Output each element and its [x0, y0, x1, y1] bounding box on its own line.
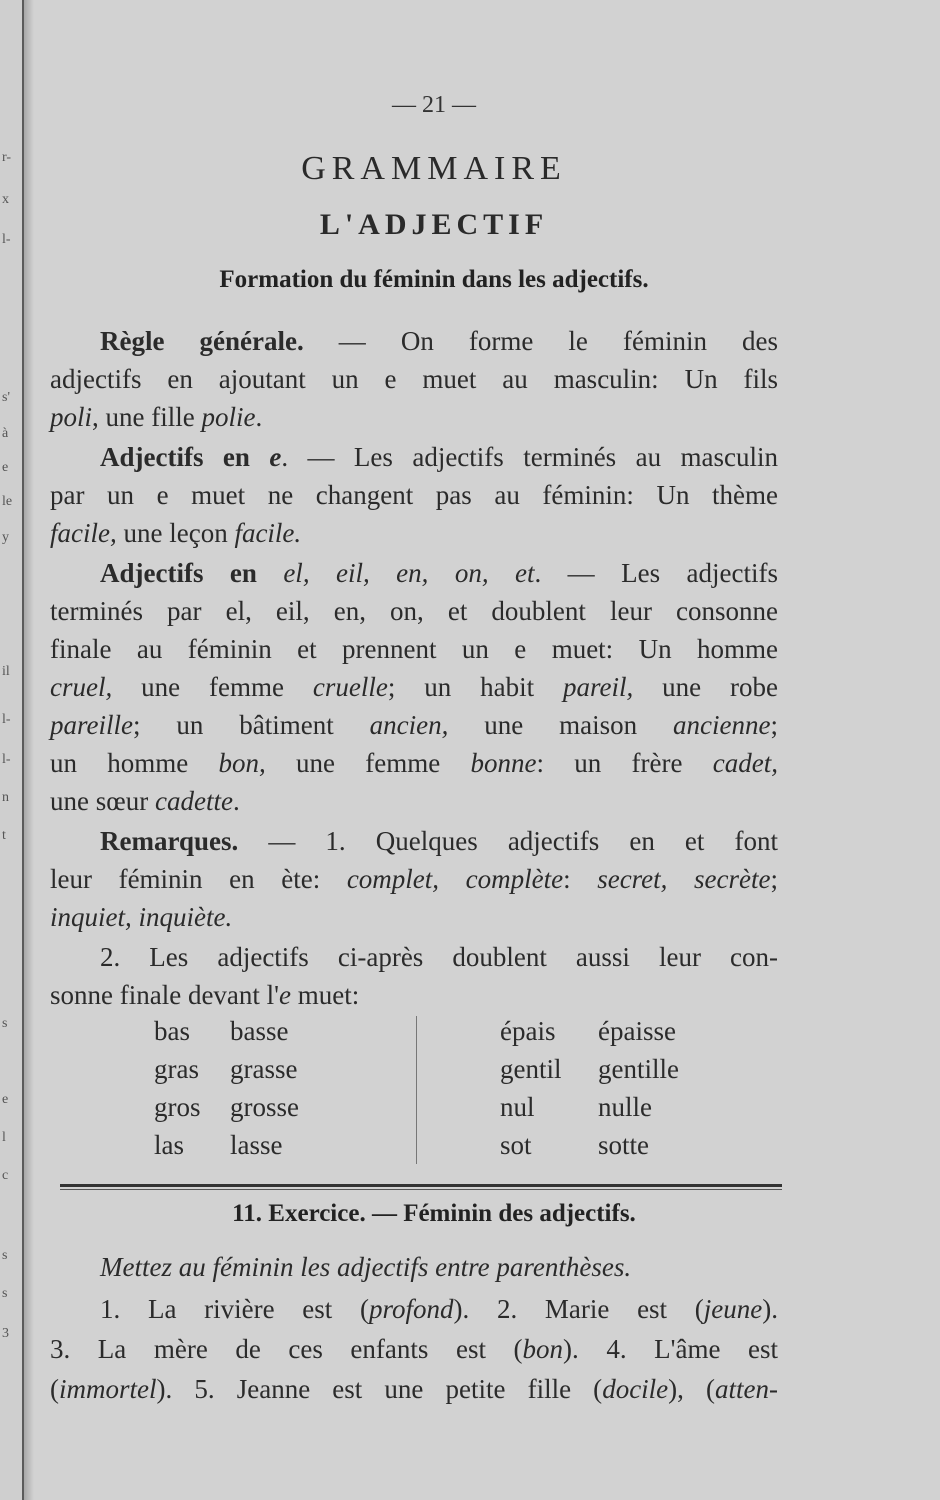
paragraph-line: Adjectifs en el, eil, en, on, et. — Les adjectifs — [100, 558, 778, 588]
margin-mark: à — [2, 426, 9, 441]
section-divider-thin — [60, 1189, 782, 1190]
paragraph-line: finale au féminin et prennent un e muet: Un homme — [50, 634, 778, 664]
rule-title: Remarques. — [100, 826, 239, 856]
rule-title: Adjectifs en — [100, 442, 270, 472]
table-row: bas basse épais épaisse — [154, 1016, 676, 1046]
margin-mark: s — [2, 1016, 8, 1031]
paragraph-line: une sœur cadette. — [50, 786, 240, 816]
column-divider — [416, 1016, 417, 1164]
paragraph-line: pareille; un bâtiment ancien, une maison ancienne; — [50, 710, 778, 740]
section-heading: L'ADJECTIF — [319, 208, 549, 241]
paragraph-line: 2. Les adjectifs ci-après doublent aussi leur con- — [100, 942, 778, 972]
margin-mark: s — [2, 1248, 8, 1263]
exercise-line: (immortel). 5. Jeanne est une petite fille (docile), (atten- — [50, 1374, 779, 1404]
margin-mark: x — [2, 192, 9, 207]
margin-mark: y — [2, 530, 9, 545]
paragraph-line: leur féminin en ète: complet, complète: secret, secrète; — [50, 864, 778, 894]
margin-mark: l — [2, 1130, 6, 1145]
adjacent-page-margin — [0, 0, 22, 1500]
exercise-title: 11. Exercice. — Féminin des adjectifs. — [232, 1200, 636, 1227]
margin-mark: 3 — [2, 1326, 9, 1341]
exercise-line: 1. La rivière est (profond). 2. Marie est (jeune). — [100, 1294, 778, 1324]
exercise-line: 3. La mère de ces enfants est (bon). 4. L'âme est — [50, 1334, 778, 1364]
margin-mark: l- — [2, 752, 11, 767]
paragraph-line: terminés par el, eil, en, on, et doublent leur consonne — [50, 596, 778, 626]
margin-mark: l- — [2, 712, 11, 727]
rule-title: Règle générale. — [100, 326, 304, 356]
section-title: Formation du féminin dans les adjectifs. — [219, 266, 649, 293]
margin-mark: r- — [2, 150, 12, 165]
page-number: — 21 — — [392, 92, 476, 118]
section-divider — [60, 1184, 782, 1187]
paragraph-line: cruel, une femme cruelle; un habit pareil, une robe — [50, 672, 778, 702]
book-page — [24, 0, 940, 1500]
paragraph-line: un homme bon, une femme bonne: un frère cadet, — [50, 748, 778, 778]
rule-title: Adjectifs en — [100, 558, 284, 588]
margin-mark: c — [2, 1168, 9, 1183]
paragraph-line: adjectifs en ajoutant un e muet au masculin: Un fils — [50, 364, 778, 394]
chapter-heading: GRAMMAIRE — [301, 150, 567, 187]
margin-mark: t — [2, 828, 6, 843]
paragraph-line: sonne finale devant l'e muet: — [50, 980, 360, 1010]
exercise-instruction: Mettez au féminin les adjectifs entre parenthèses. — [100, 1252, 632, 1282]
margin-mark: e — [2, 1092, 9, 1107]
paragraph-line: Règle générale. — On forme le féminin des — [100, 326, 778, 356]
paragraph-line: Adjectifs en e. — Les adjectifs terminés au masculin — [100, 442, 779, 472]
paragraph-line: poli, une fille polie. — [50, 402, 263, 432]
margin-mark: le — [2, 494, 13, 509]
margin-mark: n — [2, 790, 9, 805]
paragraph-line: facile, une leçon facile. — [50, 518, 302, 548]
table-row: gras grasse gentil gentille — [154, 1054, 679, 1084]
margin-mark: s' — [2, 390, 10, 405]
paragraph-line: par un e muet ne changent pas au féminin: Un thème — [50, 480, 778, 510]
margin-mark: e — [2, 460, 9, 475]
paragraph-line: inquiet, inquiète. — [50, 902, 233, 932]
table-row: las lasse sot sotte — [154, 1130, 649, 1160]
margin-mark: il — [2, 664, 10, 679]
paragraph-line: Remarques. — 1. Quelques adjectifs en et font — [100, 826, 778, 856]
margin-mark: l- — [2, 232, 11, 247]
margin-mark: s — [2, 1286, 8, 1301]
table-row: gros grosse nul nulle — [154, 1092, 652, 1122]
